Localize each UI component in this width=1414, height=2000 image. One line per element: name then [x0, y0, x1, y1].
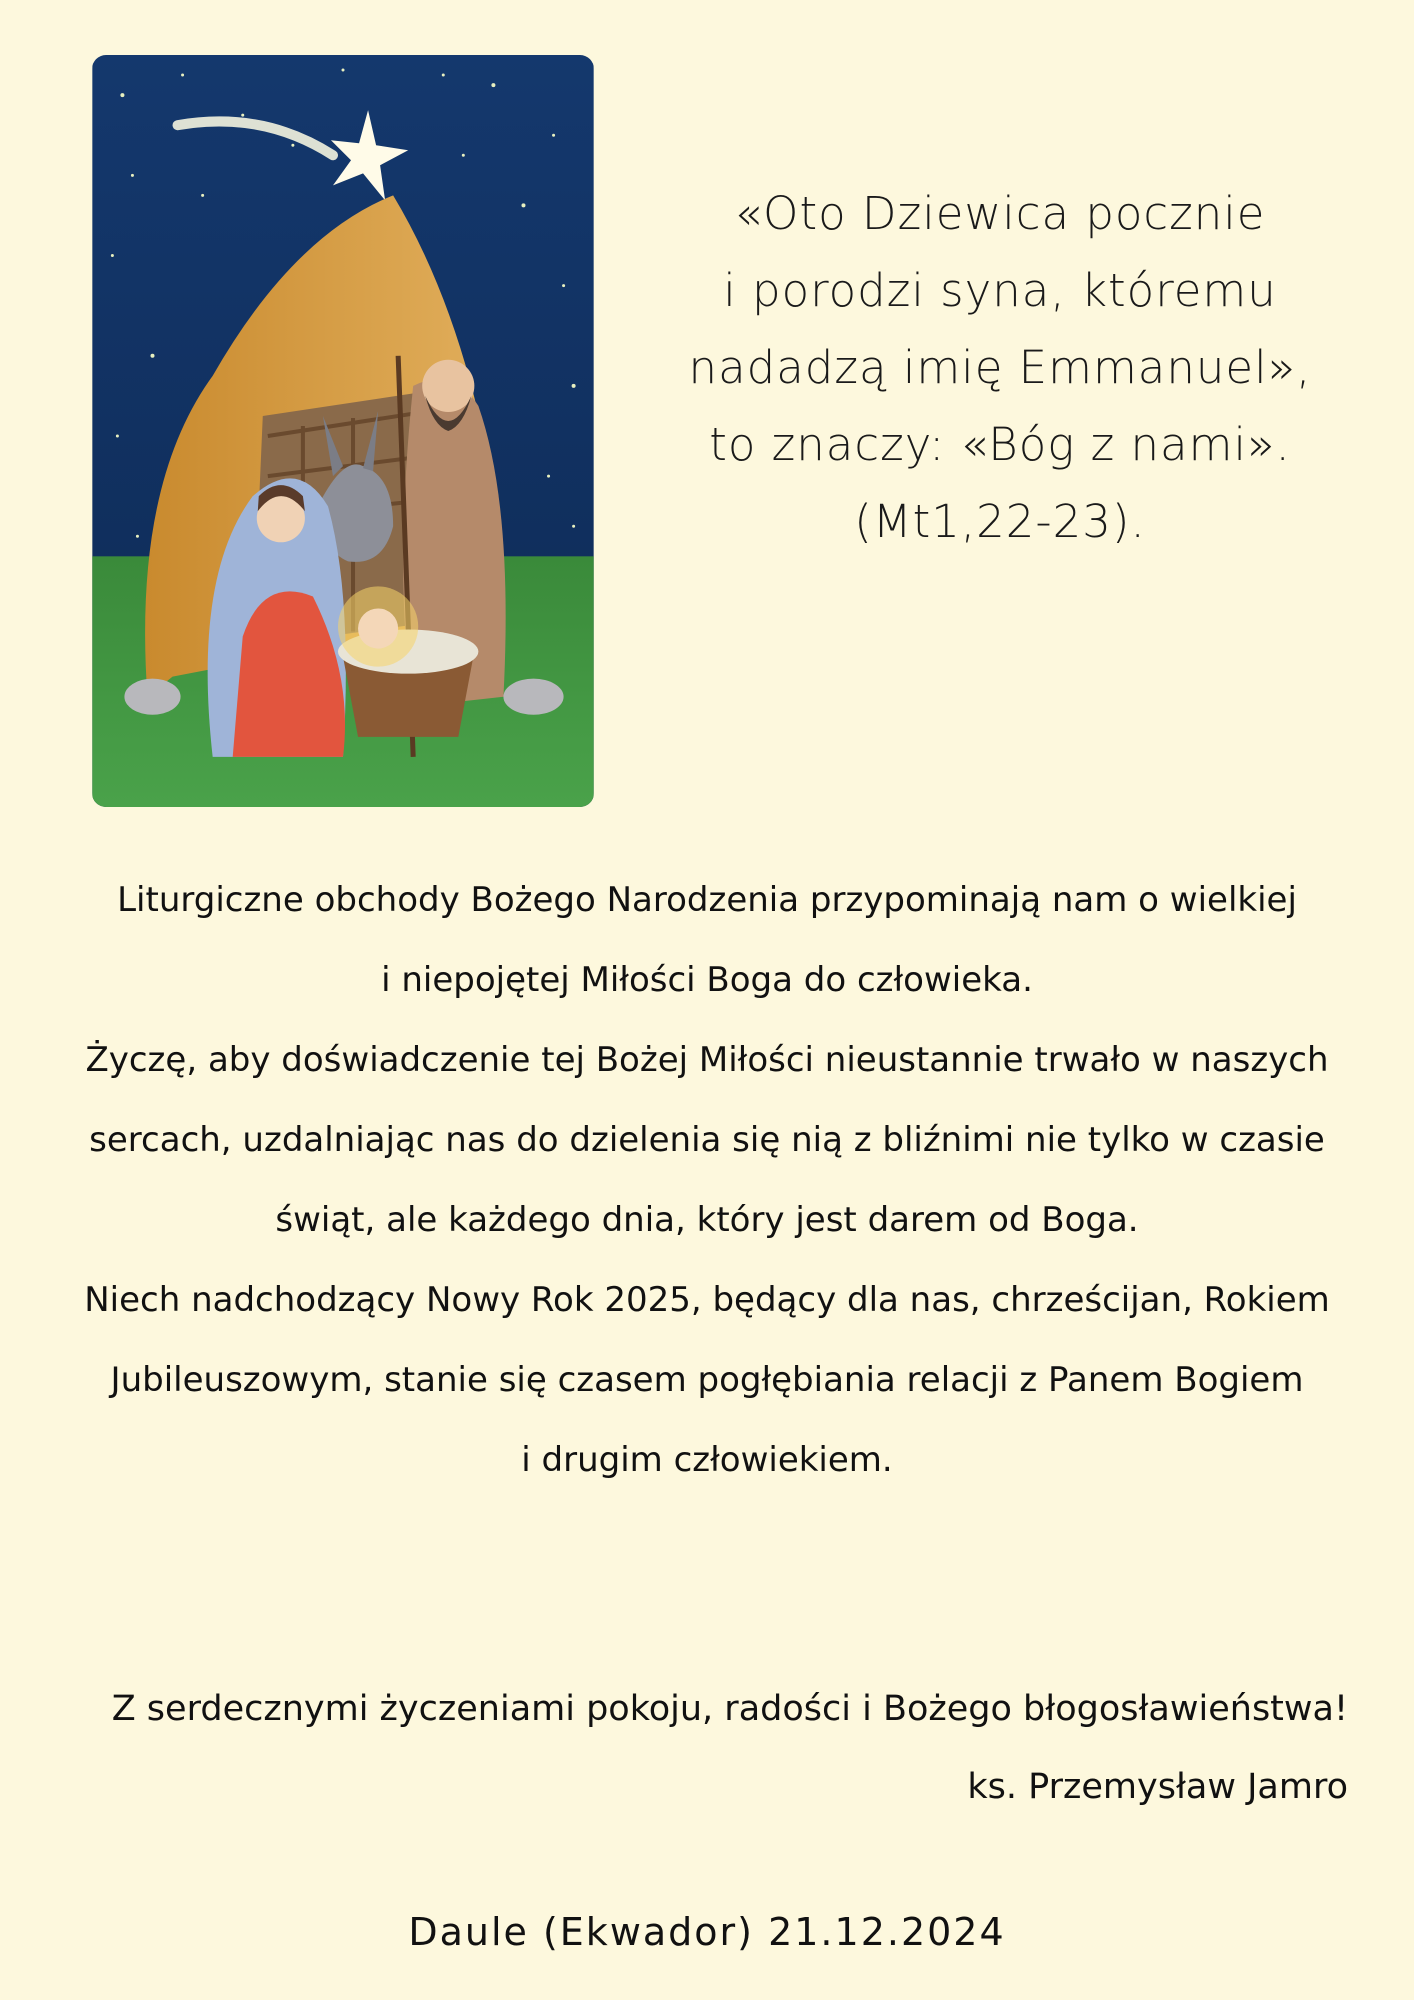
message-line: Życzę, aby doświadczenie tej Bożej Miłości nieustannie trwało w naszych	[85, 1040, 1329, 1080]
message-line: sercach, uzdalniając nas do dzielenia się nią z bliźnimi nie tylko w czasie	[89, 1120, 1325, 1160]
message-line: i niepojętej Miłości Boga do człowieka.	[381, 960, 1033, 1000]
place-date: Daule (Ekwador) 21.12.2024	[408, 1910, 1006, 1954]
message-line: świąt, ale każdego dnia, który jest darem od Boga.	[275, 1200, 1139, 1240]
quote-reference: (Mt1,22-23).	[854, 495, 1146, 548]
quote-line: nadadzą imię Emmanuel»,	[688, 341, 1312, 394]
message-line: Niech nadchodzący Nowy Rok 2025, będący dla nas, chrześcijan, Rokiem	[84, 1280, 1330, 1320]
message-line: i drugim człowiekiem.	[521, 1440, 893, 1480]
quote-line: i porodzi syna, któremu	[723, 264, 1277, 317]
bible-quote	[640, 175, 1360, 560]
message-line: Jubileuszowym, stanie się czasem pogłębiania relacji z Panem Bogiem	[110, 1360, 1304, 1400]
christmas-message	[40, 860, 1374, 1500]
greeting-block	[112, 1670, 1348, 1826]
nativity-illustration	[92, 55, 594, 807]
message-line: Liturgiczne obchody Bożego Narodzenia przypominają nam o wielkiej	[117, 880, 1297, 920]
wishes-text: Z serdecznymi życzeniami pokoju, radości i Bożego błogosławieństwa!	[111, 1689, 1348, 1729]
nativity-scene-icon	[92, 55, 594, 807]
quote-line: to znaczy: «Bóg z nami».	[709, 418, 1291, 471]
quote-line: «Oto Dziewica pocznie	[734, 187, 1266, 240]
signature: ks. Przemysław Jamro	[967, 1767, 1348, 1807]
